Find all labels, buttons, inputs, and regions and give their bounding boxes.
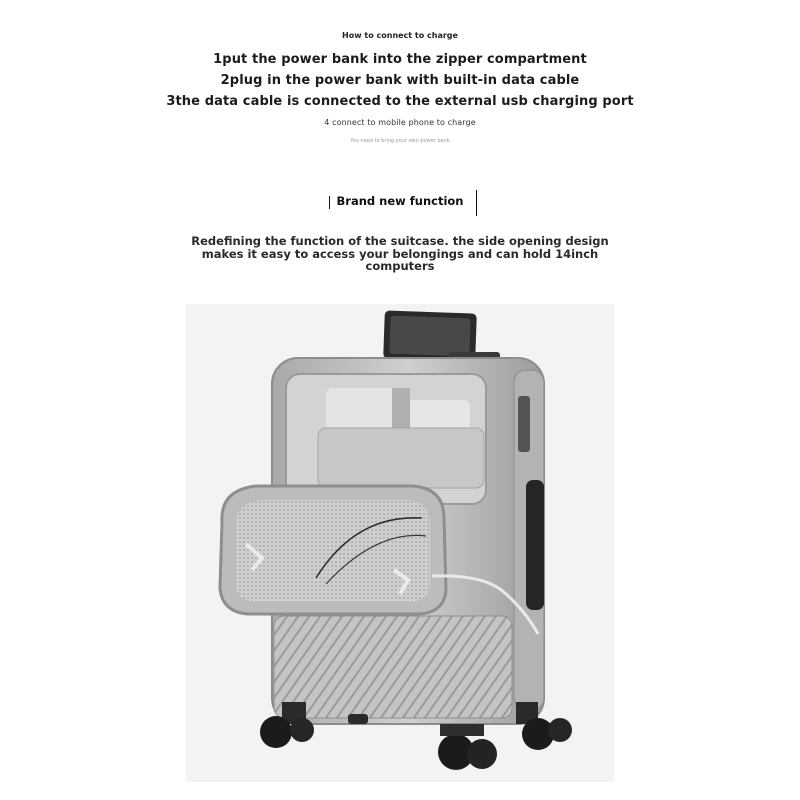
charge-step-4: 4 connect to mobile phone to charge (324, 118, 476, 127)
charge-title: How to connect to charge (342, 31, 458, 40)
suitcase-photo (186, 304, 614, 782)
inner-pocket (318, 428, 484, 488)
description-line-1: Redefining the function of the suitcase. the side opening design (191, 234, 609, 248)
combination-lock (518, 396, 530, 452)
side-handle (526, 480, 544, 610)
heading-bar-left (329, 196, 331, 209)
description-line-2: makes it easy to access your belongings and can hold 14inch (201, 246, 599, 261)
brand-heading-wrap (0, 190, 800, 212)
stand-peg (348, 714, 368, 724)
charge-step-3: 3the data cable is connected to the external usb charging port (166, 94, 634, 109)
brand-heading-text: Brand new function (336, 194, 464, 208)
description-line-3: computers (365, 259, 435, 273)
ribbed-panel (274, 616, 512, 718)
brand-heading (329, 190, 472, 212)
front-flap (220, 486, 446, 614)
charge-step-1: 1put the power bank into the zipper compartment (213, 52, 587, 67)
charge-step-2: 2plug in the power bank with built-in data cable (220, 73, 580, 88)
power-bank-note: You need to bring your own power bank (350, 138, 450, 144)
heading-bar-right (476, 190, 478, 216)
feature-description (0, 235, 800, 273)
suitcase-illustration (186, 304, 614, 782)
